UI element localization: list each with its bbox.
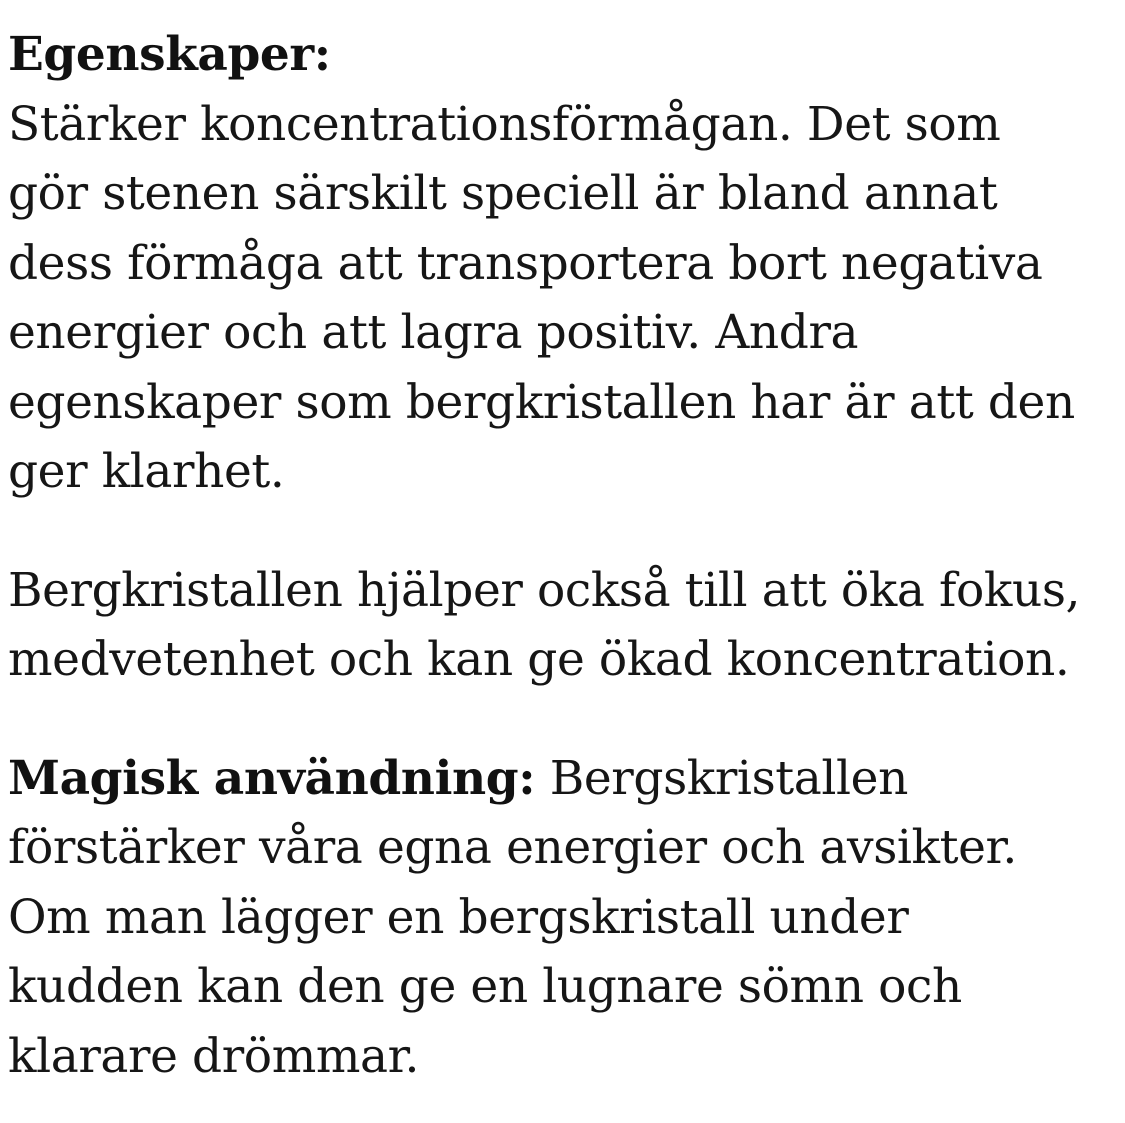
paragraph-spacer xyxy=(8,507,1120,556)
paragraph-line: kudden kan den ge en lugnare sömn och xyxy=(8,959,962,1014)
paragraph-line xyxy=(8,744,1120,814)
paragraph-line: Om man lägger en bergskristall under xyxy=(8,889,909,945)
paragraph-line: dess förmåga att transportera bort negativa xyxy=(8,235,1043,291)
paragraph-line: ger klarhet. xyxy=(8,444,285,499)
section-heading-properties: Egenskaper: xyxy=(8,27,331,82)
paragraph-line: energier och att lagra positiv. Andra xyxy=(8,305,859,360)
paragraph-text: Bergskristallen xyxy=(535,750,908,806)
paragraph-line: Bergkristallen hjälper också till att öka fokus, xyxy=(8,562,1081,618)
paragraph-line: Stärker koncentrationsförmågan. Det som xyxy=(8,96,1001,152)
section-heading-magic-use: Magisk användning: xyxy=(8,750,536,806)
paragraph-line: klarare drömmar. xyxy=(8,1028,420,1084)
section-focus xyxy=(8,556,1120,695)
paragraph-spacer xyxy=(8,695,1120,744)
paragraph-line: förstärker våra egna energier och avsikter. xyxy=(8,820,1017,875)
paragraph-line: egenskaper som bergkristallen har är att den xyxy=(8,374,1075,430)
document-body xyxy=(8,20,1120,1091)
paragraph-line: gör stenen särskilt speciell är bland annat xyxy=(8,166,998,221)
section-properties xyxy=(8,20,1120,507)
paragraph-line: medvetenhet och kan ge ökad koncentration. xyxy=(8,632,1070,687)
section-magic-use xyxy=(8,744,1120,1092)
